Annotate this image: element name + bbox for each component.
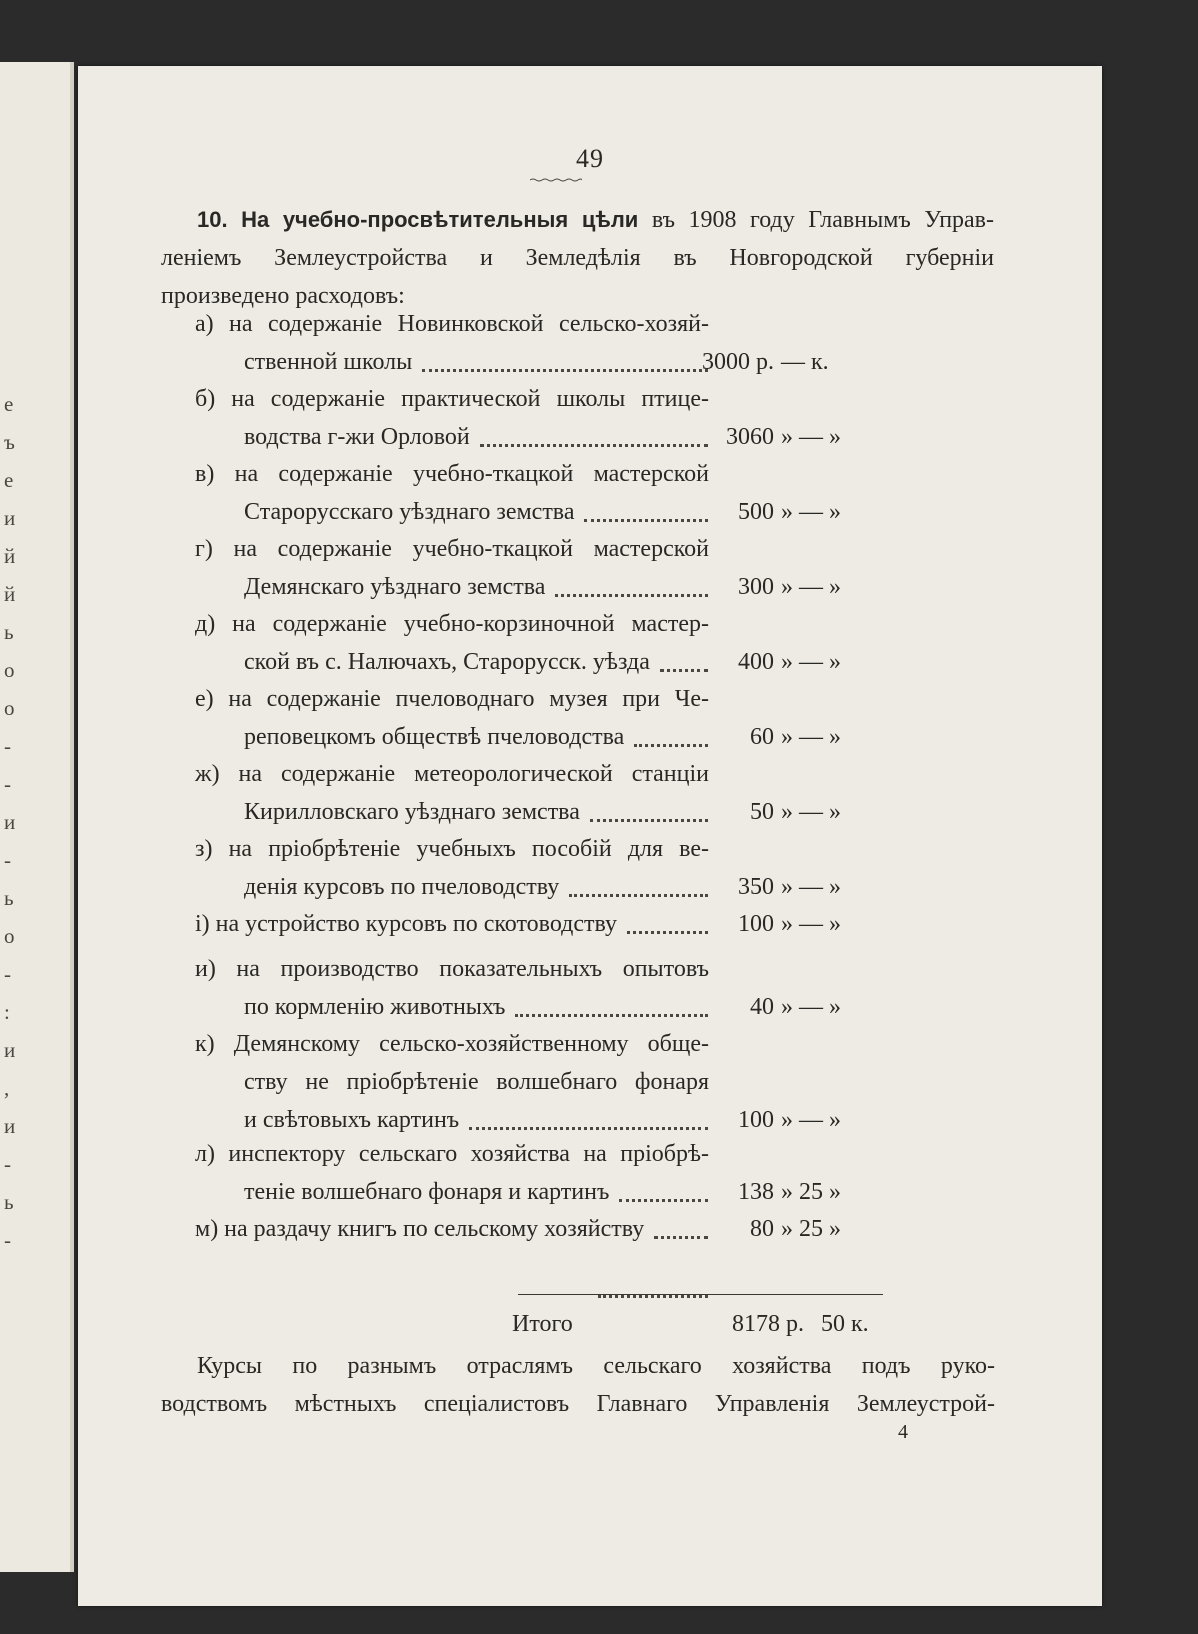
item-kopecks: » — » xyxy=(781,799,841,825)
page-number: 49 xyxy=(576,144,604,173)
closing-line-2: водствомъ мѣстныхъ спеціалистовъ Главнаго Управленія Землеустрой- xyxy=(161,1391,995,1417)
item-kopecks: » — » xyxy=(781,649,841,675)
item-kopecks: » — » xyxy=(781,874,841,900)
item-amount: 60 xyxy=(750,724,774,750)
item-line-last: по кормленію животныхъ xyxy=(244,994,506,1020)
page-number-ornament xyxy=(530,178,582,182)
margin-fragment: ь xyxy=(4,1190,14,1214)
dot-leader xyxy=(480,419,708,455)
margin-fragment: е xyxy=(4,468,14,492)
margin-fragment: й xyxy=(4,544,16,568)
item-amount: 138 xyxy=(738,1179,774,1205)
item-line-last: ской въ с. Налючахъ, Старорусск. уѣзда xyxy=(244,649,650,675)
dot-leader xyxy=(469,1102,708,1138)
closing-line-1: Курсы по разнымъ отраслямъ сельскаго хозяйства подъ руко- xyxy=(197,1353,995,1379)
margin-fragment: - xyxy=(4,848,11,872)
item-kopecks: » — » xyxy=(781,911,841,937)
item-line-last: Демянскаго уѣзднаго земства xyxy=(244,574,546,600)
item-amount: 350 xyxy=(738,874,774,900)
margin-fragment: ь xyxy=(4,620,14,644)
item-amount: 80 xyxy=(750,1216,774,1242)
item-line: б) на содержаніе практической школы птице- xyxy=(195,386,709,412)
item-line-last: Старорусскаго уѣзднаго земства xyxy=(244,499,575,525)
item-amount: 100 xyxy=(738,1107,774,1133)
total-kop: 50 к. xyxy=(821,1311,869,1337)
margin-fragment: и xyxy=(4,506,16,530)
margin-fragment: ъ xyxy=(4,430,15,454)
margin-fragment: о xyxy=(4,696,15,720)
item-line: а) на содержаніе Новинковской сельско-хозяй- xyxy=(195,311,709,337)
signature-mark: 4 xyxy=(898,1421,908,1443)
margin-fragment: о xyxy=(4,658,15,682)
total-amount: 8178 р. xyxy=(732,1311,804,1337)
item-line: ству не пріобрѣтеніе волшебнаго фонаря xyxy=(244,1069,709,1095)
margin-fragment: и xyxy=(4,1114,16,1138)
item-line: г) на содержаніе учебно-ткацкой мастерской xyxy=(195,536,709,562)
margin-fragment: о xyxy=(4,924,15,948)
margin-fragment: и xyxy=(4,810,16,834)
item-amount: 50 xyxy=(750,799,774,825)
item-line: м) на раздачу книгъ по сельскому хозяйству xyxy=(195,1216,645,1242)
intro-line-2: леніемъ Землеустройства и Земледѣлія въ Новгородской губерніи xyxy=(161,245,994,271)
item-line: в) на содержаніе учебно-ткацкой мастерской xyxy=(195,461,709,487)
item-line-last: ственной школы xyxy=(244,349,413,375)
item-kopecks: » — » xyxy=(781,499,841,525)
margin-fragment: - xyxy=(4,772,11,796)
item-kopecks: » — » xyxy=(781,724,841,750)
item-line: ж) на содержаніе метеорологической станціи xyxy=(195,761,709,787)
item-amount: 40 xyxy=(750,994,774,1020)
item-kopecks: — к. xyxy=(781,349,829,375)
item-kopecks: » — » xyxy=(781,574,841,600)
item-amount: 3060 xyxy=(726,424,774,450)
margin-fragment: - xyxy=(4,962,11,986)
item-line-last: реповецкомъ обществѣ пчеловодства xyxy=(244,724,625,750)
margin-fragment: - xyxy=(4,734,11,758)
item-kopecks: » 25 » xyxy=(781,1216,841,1242)
item-amount: 500 xyxy=(738,499,774,525)
item-kopecks: » — » xyxy=(781,424,841,450)
dot-leader xyxy=(422,344,708,380)
margin-fragment: , xyxy=(4,1076,10,1100)
item-line: к) Демянскому сельско-хозяйственному обще- xyxy=(195,1031,709,1057)
item-amount: 400 xyxy=(738,649,774,675)
margin-fragment: е xyxy=(4,392,14,416)
total-label: Итого xyxy=(512,1311,573,1337)
margin-fragment: й xyxy=(4,582,16,606)
item-line-last: водства г-жи Орловой xyxy=(244,424,470,450)
margin-fragment: - xyxy=(4,1228,11,1252)
item-line-last: и свѣтовыхъ картинъ xyxy=(244,1107,460,1133)
item-line-last: денія курсовъ по пчеловодству xyxy=(244,874,560,900)
adjacent-page-edge xyxy=(0,62,74,1572)
item-kopecks: » — » xyxy=(781,1107,841,1133)
margin-fragment: - xyxy=(4,1152,11,1176)
intro-line-3: произведено расходовъ: xyxy=(161,283,405,309)
intro-line-1: 10. На учебно-просвѣтительныя цѣли въ 1908 году Главнымъ Управ- xyxy=(197,207,995,233)
document-page xyxy=(78,66,1102,1606)
item-line-last: теніе волшебнаго фонаря и картинъ xyxy=(244,1179,610,1205)
item-line: і) на устройство курсовъ по скотоводству xyxy=(195,911,617,937)
margin-fragment: и xyxy=(4,1038,16,1062)
margin-fragment: ь xyxy=(4,886,14,910)
item-amount: 100 xyxy=(738,911,774,937)
item-line: и) на производство показательныхъ опытовъ xyxy=(195,956,709,982)
item-kopecks: » 25 » xyxy=(781,1179,841,1205)
item-amount: 300 xyxy=(738,574,774,600)
item-line: л) инспектору сельскаго хозяйства на пріобрѣ- xyxy=(195,1141,709,1167)
item-line-last: Кирилловскаго уѣзднаго земства xyxy=(244,799,580,825)
item-line: з) на пріобрѣтеніе учебныхъ пособій для ве- xyxy=(195,836,709,862)
item-kopecks: » — » xyxy=(781,994,841,1020)
item-line: д) на содержаніе учебно-корзиночной мастер- xyxy=(195,611,709,637)
item-amount: 3000 р. xyxy=(702,349,774,375)
margin-fragment: : xyxy=(4,1000,10,1024)
item-line: е) на содержаніе пчеловоднаго музея при Че- xyxy=(195,686,709,712)
